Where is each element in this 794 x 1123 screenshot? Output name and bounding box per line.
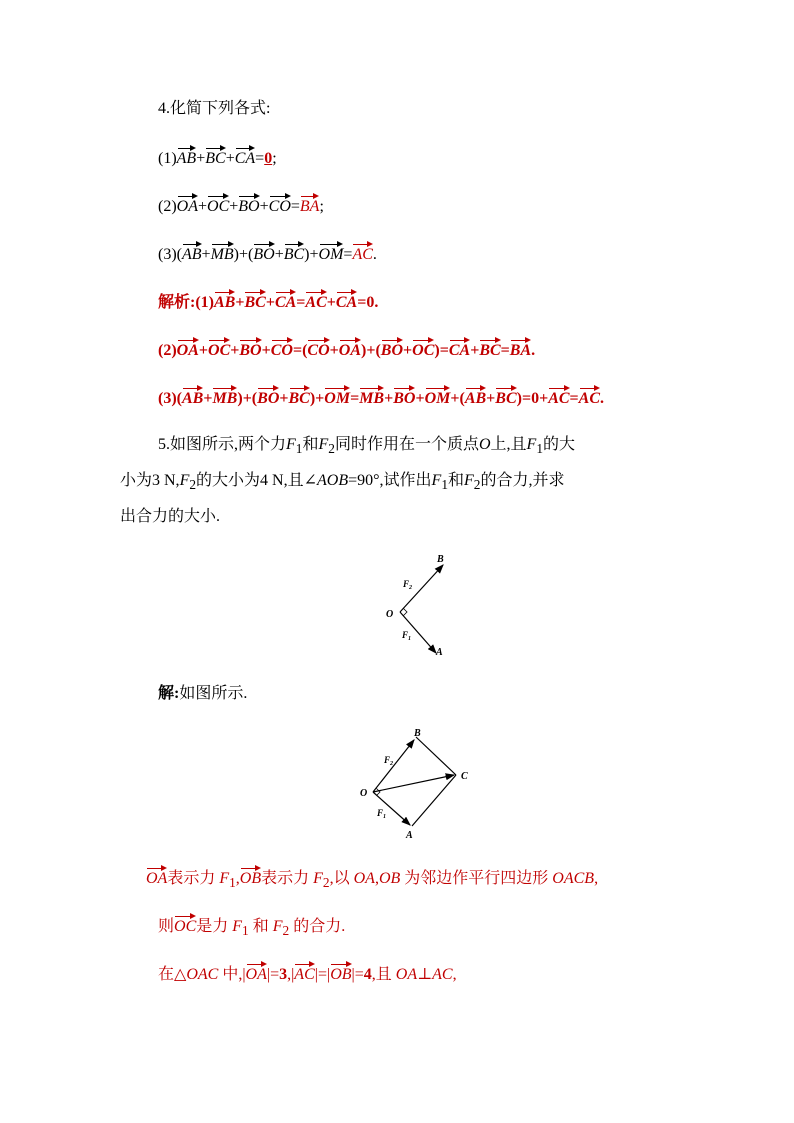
- q5-text-2: 小为3 $N,F_2$的大小为4 N,且∠AOB=90°,试作出$F_1$和$F_2$的合力,并求: [120, 472, 565, 493]
- q4-item-1-text: (1): [158, 150, 177, 167]
- label-c: C: [461, 771, 468, 782]
- label-f1: $F_1$: [402, 630, 412, 642]
- q4-analysis-2: (2)OA+OC+BO+CO=(CO+OA)+(BO+OC)=CA+BC=BA.: [158, 338, 535, 362]
- q4-item-1-answer: 0: [264, 150, 273, 167]
- solution-line-1: OA表示力 $F_1,OB$表示力 $F_2$,以 OA,OB 为邻边作平行四边形 OACB,: [146, 866, 598, 894]
- q5-text-1: 5.如图所示,两个力$F_1$和$F_2$同时作用在一个质点O上,且$F_1$的大: [158, 436, 575, 457]
- label-o: O: [386, 609, 394, 620]
- solution-label: 解:: [158, 685, 180, 702]
- q4-item-3-answer: AC: [352, 242, 372, 264]
- label-o: O: [360, 788, 368, 799]
- q4-title: 4.化简下列各式:: [158, 100, 271, 117]
- q4-item-3: (3)(AB+MB)+(BO+BC)+OM=AC.: [158, 242, 377, 266]
- label-f1: $F_1$: [377, 808, 387, 820]
- label-b: B: [414, 728, 421, 739]
- label-f2: $F_2$: [384, 755, 394, 767]
- right-angle-mark: [404, 609, 408, 616]
- q4-item-1: (1)AB+BC+CA=0;: [158, 146, 277, 170]
- force-diagram-1: [370, 545, 470, 665]
- label-a: A: [406, 830, 413, 841]
- label-f2: $F_2$: [403, 579, 413, 591]
- q4-analysis-3: (3)(AB+MB)+(BO+BC)+OM=MB+BO+OM+(AB+BC)=0+AC=AC.: [158, 386, 604, 410]
- solution-intro: 解:如图所示.: [158, 685, 248, 702]
- right-angle-mark: [377, 789, 381, 796]
- label-a: A: [436, 647, 443, 658]
- force-diagram-2: [350, 722, 480, 847]
- label-b: B: [437, 554, 444, 565]
- solution-line-3: 在△OAC 中,|OA|=3,|AC|=|OB|=4,且 OA⊥AC,: [158, 962, 457, 986]
- q4-item-2: (2)OA+OC+BO+CO=BA;: [158, 194, 324, 218]
- analysis-label: 解析:: [158, 294, 196, 311]
- segment-bc: [416, 737, 456, 775]
- q4-analysis-1: 解析:(1)AB+BC+CA=AC+CA=0.: [158, 290, 378, 314]
- q4-item-2-answer: BA: [300, 194, 320, 216]
- q5-text-3: 出合力的大小.: [120, 508, 221, 525]
- solution-line-2: 则OC是力 $F_1$ 和 $F_2$ 的合力.: [158, 914, 345, 942]
